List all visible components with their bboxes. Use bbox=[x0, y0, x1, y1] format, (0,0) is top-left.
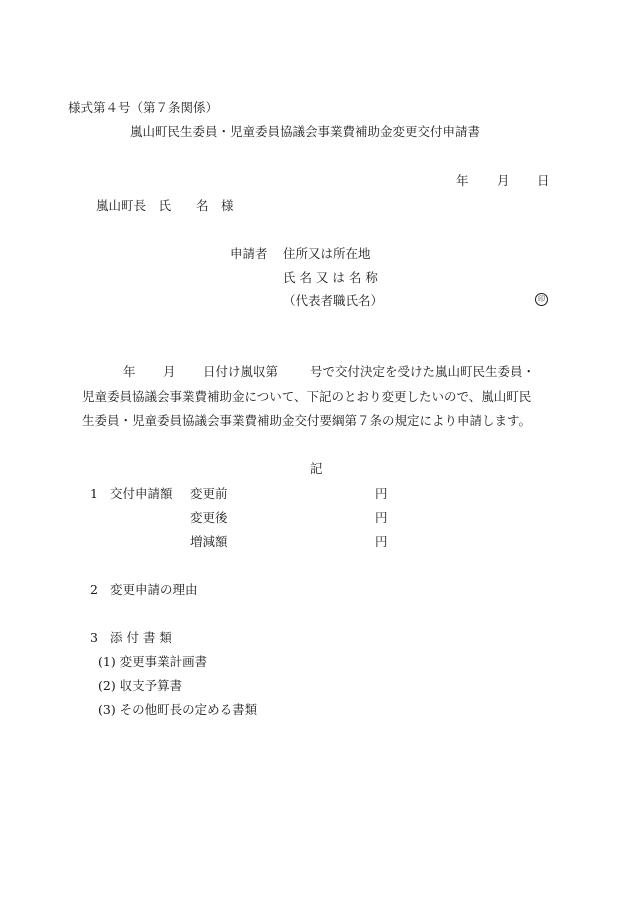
applicant-address-label: 住所又は所在地 bbox=[283, 246, 371, 261]
ki-heading: 記 bbox=[310, 461, 323, 476]
form-number: 様式第４号（第７条関係） bbox=[68, 100, 219, 115]
date-year: 年 bbox=[456, 173, 469, 188]
body-year: 年 bbox=[123, 364, 136, 379]
attachment-item: (2) 収支予算書 bbox=[98, 678, 183, 693]
item1-row-diff-label: 増減額 bbox=[190, 534, 228, 549]
body-month: 月 bbox=[163, 364, 176, 379]
attachment-item: (3) その他町長の定める書類 bbox=[98, 702, 258, 717]
body-line3: 生委員・児童委員協議会事業費補助金交付要綱第７条の規定により申請します。 bbox=[82, 413, 532, 428]
item2-label: 変更申請の理由 bbox=[110, 582, 198, 597]
document-title: 嵐山町民生委員・児童委員協議会事業費補助金変更交付申請書 bbox=[130, 124, 481, 139]
item2-number: 2 bbox=[90, 582, 98, 597]
body-line2: 児童委員協議会事業費補助金について、下記のとおり変更したいので、嵐山町民 bbox=[82, 389, 532, 404]
body-line1-rest: 号で交付決定を受けた嵐山町民生委員・ bbox=[310, 364, 536, 379]
attachment-item: (1) 変更事業計画書 bbox=[98, 654, 208, 669]
item1-label: 交付申請額 bbox=[110, 486, 173, 501]
item1-row-after-label: 変更後 bbox=[190, 510, 228, 525]
item1-row-before-label: 変更前 bbox=[190, 486, 228, 501]
item3-label: 添 付 書 類 bbox=[110, 630, 172, 645]
applicant-representative-label: （代表者職氏名） bbox=[283, 293, 384, 308]
addressee: 嵐山町長 氏 名 様 bbox=[96, 198, 234, 213]
item1-row-before-unit: 円 bbox=[375, 486, 388, 501]
date-month: 月 bbox=[497, 173, 510, 188]
item3-number: 3 bbox=[90, 630, 98, 645]
item1-row-after-unit: 円 bbox=[375, 510, 388, 525]
seal-mark-icon: 印 bbox=[535, 293, 548, 306]
applicant-name-label: 氏 名 又 は 名 称 bbox=[283, 270, 378, 285]
applicant-label: 申請者 bbox=[230, 246, 268, 261]
item1-number: 1 bbox=[90, 486, 98, 501]
item1-row-diff-unit: 円 bbox=[375, 534, 388, 549]
date-day: 日 bbox=[537, 173, 550, 188]
body-date-ref: 日付け嵐収第 bbox=[203, 364, 279, 379]
